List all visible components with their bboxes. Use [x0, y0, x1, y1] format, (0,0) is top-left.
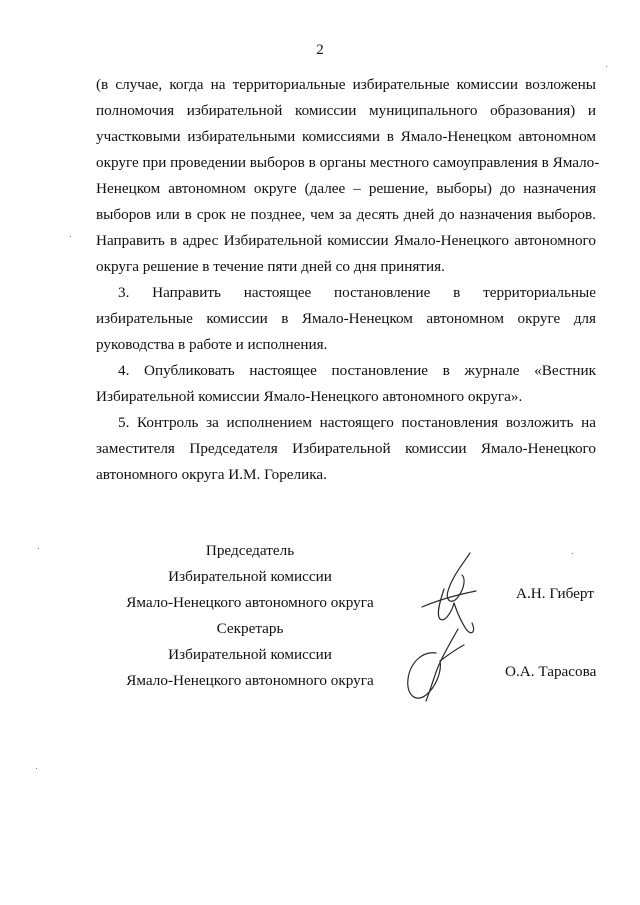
paragraph-5-first-line: 5. Контроль за исполнением настоящего постановления возложить на — [118, 414, 596, 431]
chair-title-line: Председатель — [205, 542, 295, 559]
scan-speck — [36, 768, 37, 769]
scan-speck — [572, 553, 573, 554]
text-line: руководства в работе и исполнения. — [96, 336, 328, 353]
secretary-title-line: Секретарь — [216, 620, 284, 637]
text-line: выборов или в срок не позднее, чем за десять дней до назначения выборов. — [96, 206, 596, 223]
text-line: (в случае, когда на территориальные избирательные комиссии возложены — [96, 76, 596, 93]
secretary-name: О.А. Тарасова — [505, 663, 597, 680]
secretary-title-line: Ямало-Ненецкого автономного округа — [126, 672, 374, 689]
text-line: автономного округа И.М. Горелика. — [96, 466, 327, 483]
paragraph-4-first-line: 4. Опубликовать настоящее постановление в журнале «Вестник — [118, 362, 596, 379]
text-line: заместителя Председателя Избирательной комиссии Ямало-Ненецкого — [96, 440, 596, 457]
text-line: округа решение в течение пяти дней со дня принятия. — [96, 258, 445, 275]
page-number: 2 — [316, 42, 324, 58]
text-line: Избирательной комиссии Ямало-Ненецкого автономного округа». — [96, 388, 523, 405]
text-line: Ненецком автономном округе (далее – решение, выборы) до назначения — [96, 180, 596, 197]
text-line: участковыми избирательными комиссиями в Ямало-Ненецком автономном — [96, 128, 596, 145]
text-line: Направить в адрес Избирательной комиссии Ямало-Ненецкого автономного — [96, 232, 596, 249]
chair-title-line: Ямало-Ненецкого автономного округа — [126, 594, 374, 611]
scan-speck — [606, 66, 607, 67]
text-line: округе при проведении выборов в органы местного самоуправления в Ямало- — [96, 154, 600, 171]
chair-title-line: Избирательной комиссии — [168, 568, 332, 585]
text-line: полномочия избирательной комиссии муниципального образования) и — [96, 102, 596, 119]
text-line: избирательные комиссии в Ямало-Ненецком автономном округе для — [96, 310, 596, 327]
paragraph-3-first-line: 3. Направить настоящее постановление в территориальные — [118, 284, 596, 301]
scan-speck — [70, 236, 71, 237]
handwritten-signature — [392, 545, 502, 715]
scan-speck — [38, 548, 39, 549]
chair-name: А.Н. Гиберт — [516, 585, 594, 602]
secretary-title-line: Избирательной комиссии — [168, 646, 332, 663]
